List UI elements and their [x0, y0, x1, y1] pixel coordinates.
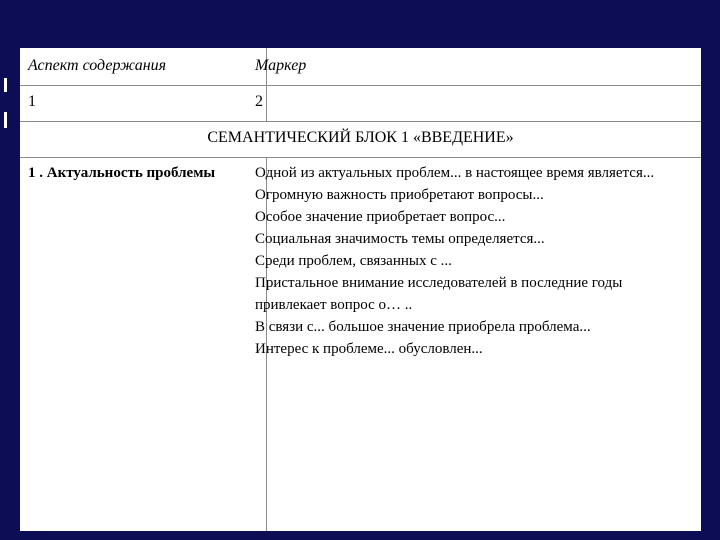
- marker-phrase: привлекает вопрос о… ..: [255, 297, 413, 313]
- marker-phrase: Социальная значимость темы определяется...: [255, 231, 545, 247]
- marker-phrase: Особое значение приобретает вопрос...: [255, 209, 506, 225]
- row-divider-1: [20, 85, 701, 86]
- marker-phrase: Среди проблем, связанных с ...: [255, 253, 452, 269]
- semantic-block-title: СЕМАНТИЧЕСКИЙ БЛОК 1 «ВВЕДЕНИЕ»: [207, 129, 514, 146]
- margin-mark-bottom: [4, 112, 7, 128]
- row-divider-3: [20, 157, 701, 158]
- content-table: [20, 48, 701, 531]
- margin-mark-top: [4, 78, 7, 92]
- row-divider-2: [20, 121, 701, 122]
- header-marker: Маркер: [255, 57, 307, 74]
- header-aspect: Аспект содержания: [28, 57, 167, 74]
- marker-phrase: Огромную важность приобретают вопросы...: [255, 187, 544, 203]
- marker-phrase: Одной из актуальных проблем... в настоящее время является...: [255, 165, 655, 181]
- marker-list: [255, 163, 675, 361]
- column-number-1: 1: [28, 93, 36, 110]
- marker-phrase: В связи с... большое значение приобрела проблема...: [255, 319, 591, 335]
- column-number-2: 2: [255, 93, 263, 110]
- marker-phrase: Пристальное внимание исследователей в последние годы: [255, 275, 623, 291]
- marker-phrase: Интерес к проблеме... обусловлен...: [255, 341, 483, 357]
- aspect-actuality: 1 . Актуальность проблемы: [28, 165, 216, 181]
